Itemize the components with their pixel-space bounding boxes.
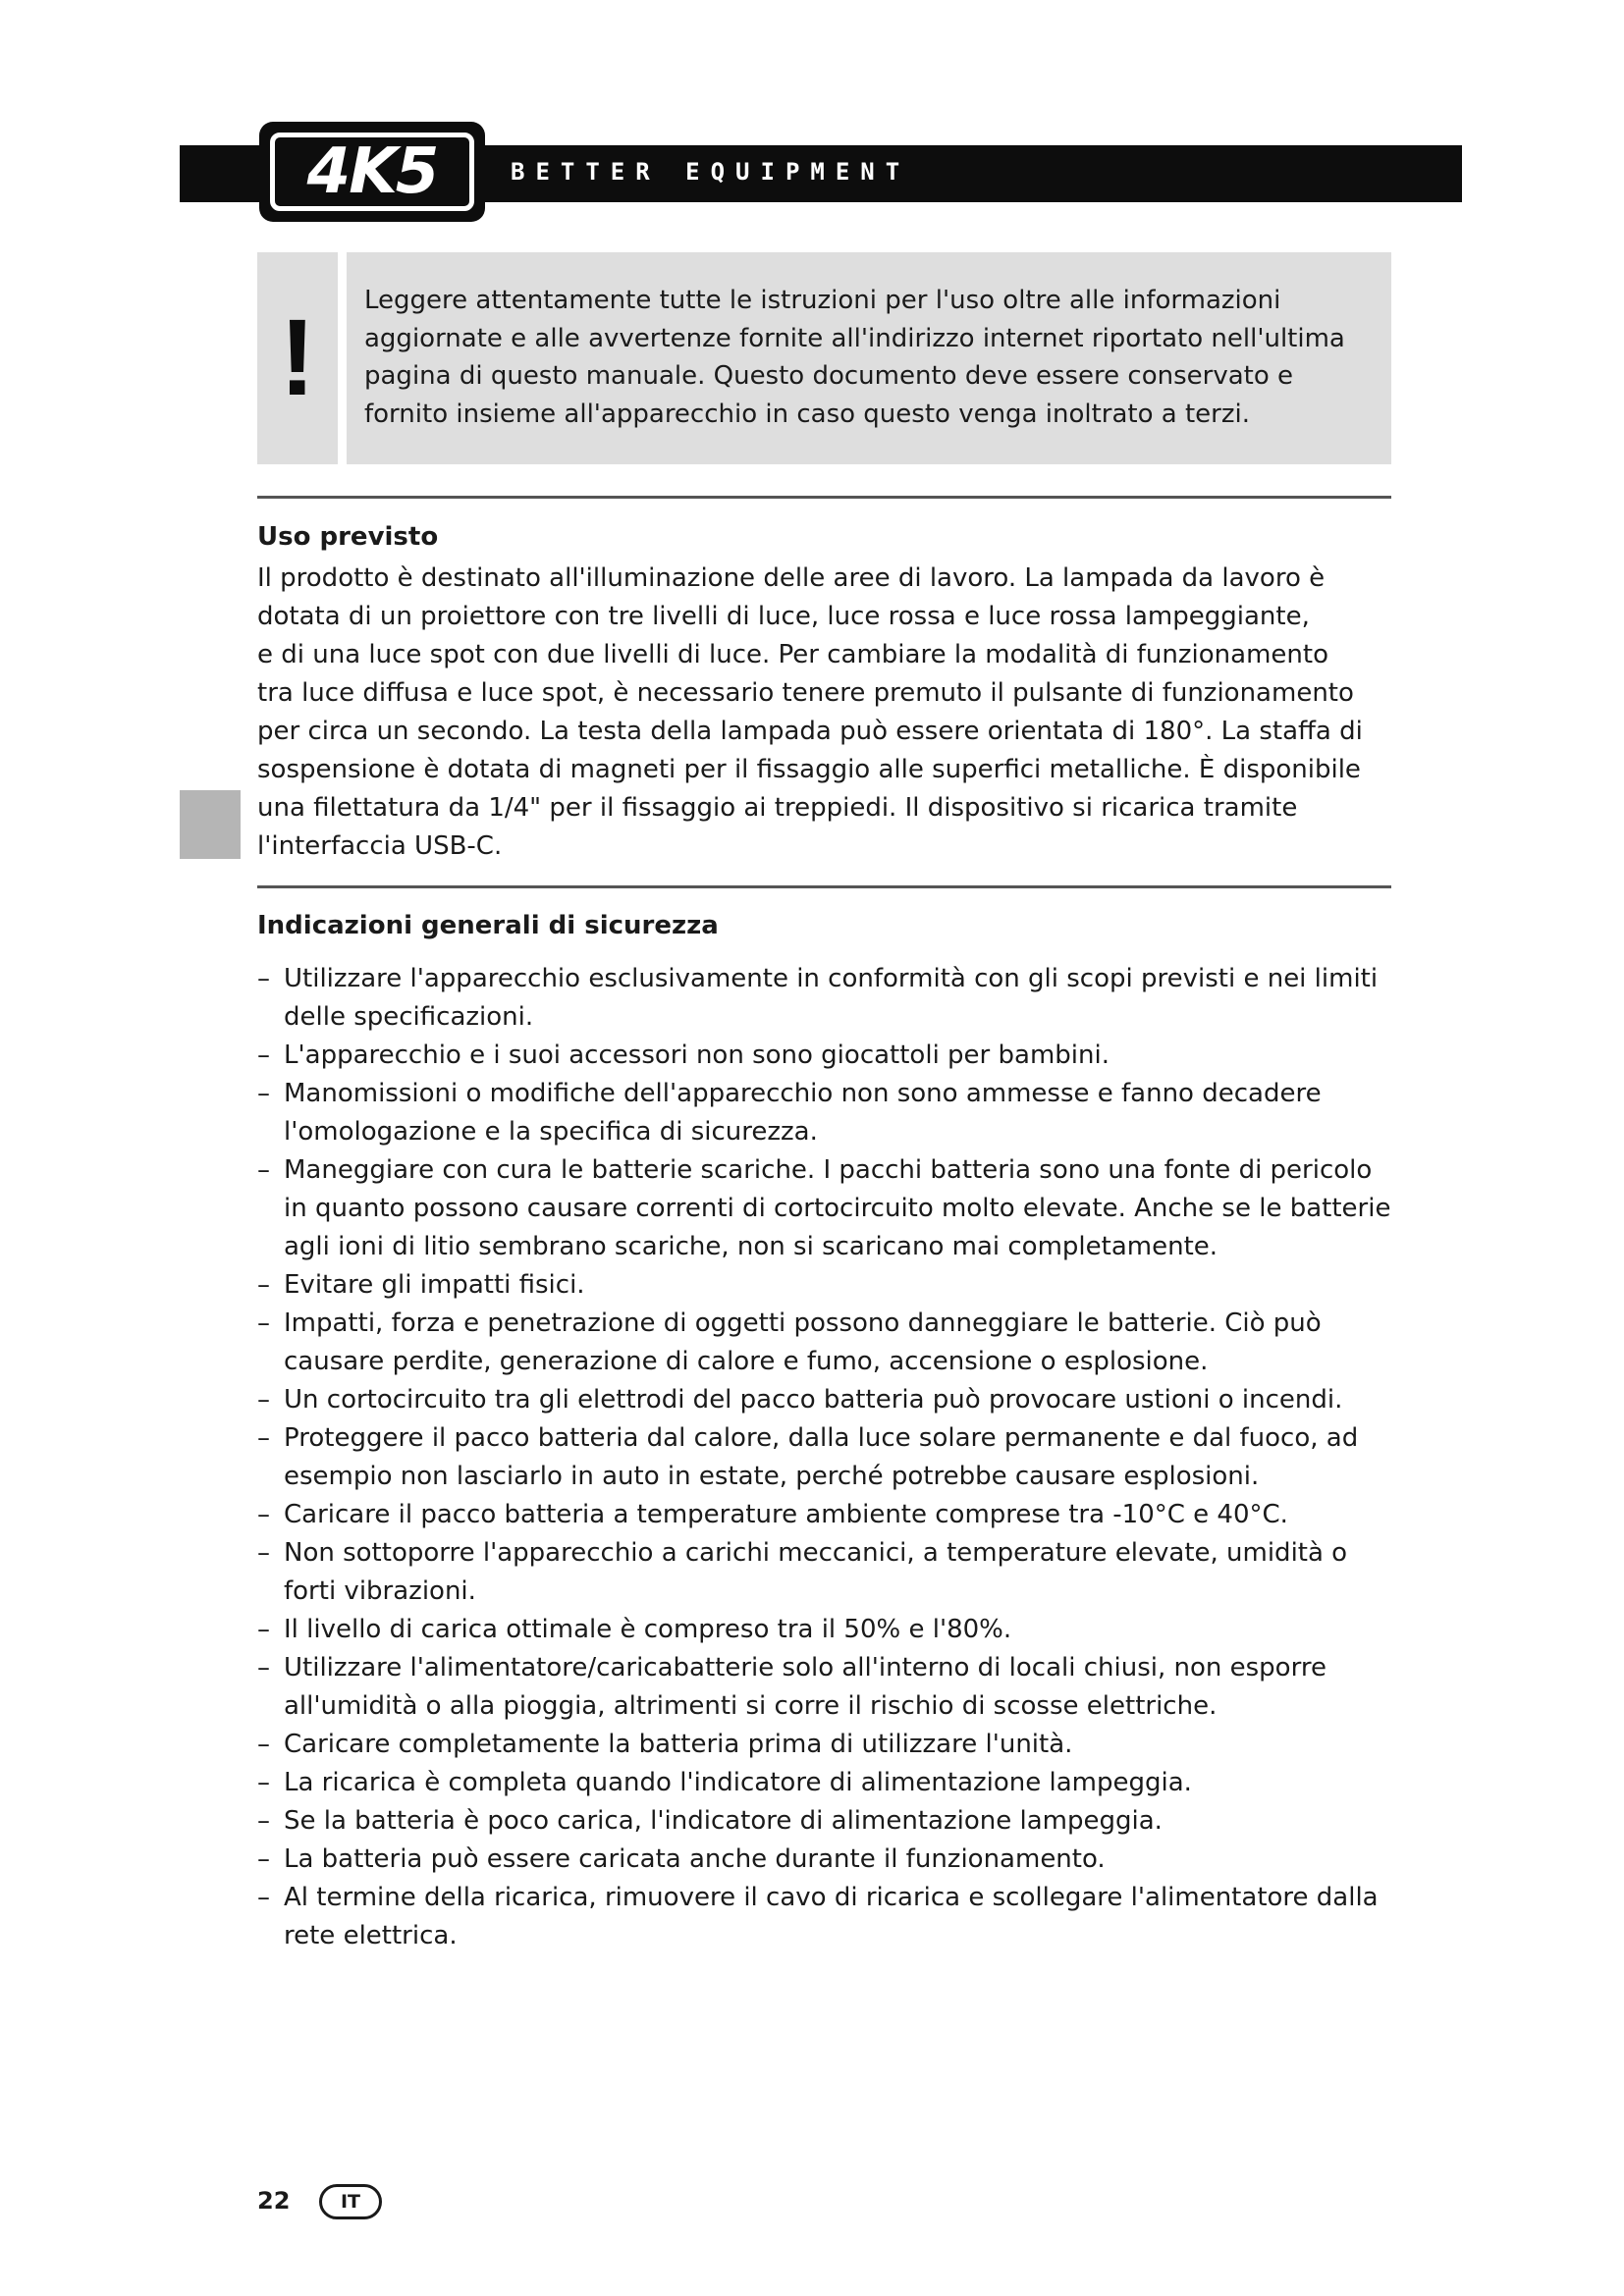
- intended-use-paragraph: [257, 560, 1396, 866]
- list-item: – Un cortocircuito tra gli elettrodi del pacco batteria può provocare ustioni o incendi.: [257, 1381, 1401, 1419]
- logo-text: 4K5: [306, 135, 438, 208]
- paragraph-line: sospensione è dotata di magneti per il fissaggio alle superfici metalliche. È disponibile: [257, 755, 1361, 784]
- paragraph-line: per circa un secondo. La testa della lampada può essere orientata di 180°. La staffa di: [257, 717, 1363, 746]
- page-number: 22: [257, 2187, 291, 2215]
- logo-frame: [270, 133, 474, 211]
- list-item: – Utilizzare l'alimentatore/caricabatterie solo all'interno di locali chiusi, non esporre all'umidità o alla pioggia, altrimenti si corre il rischio di scosse elettriche.: [257, 1649, 1401, 1726]
- warning-box-icon-panel: [257, 252, 338, 464]
- section-title-safety: Indicazioni generali di sicurezza: [257, 911, 719, 940]
- notice-text: Leggere attentamente tutte le istruzioni per l'uso oltre alle informazioni aggiornate e alle avvertenze fornite all'indirizzo internet riportato nell'ultima pagina di questo manuale. Questo documento deve essere conservato e fornito insieme all'apparecchio in caso questo venga inoltrato a terzi.: [364, 286, 1345, 429]
- section-title-intended-use: Uso previsto: [257, 522, 439, 552]
- paragraph-line: l'interfaccia USB-C.: [257, 831, 503, 861]
- brand-tagline: BETTER EQUIPMENT: [511, 158, 911, 186]
- section-divider: [257, 496, 1391, 499]
- list-item: – Caricare completamente la batteria prima di utilizzare l'unità.: [257, 1726, 1401, 1764]
- list-item: – Evitare gli impatti fisici.: [257, 1266, 1401, 1305]
- list-item: – L'apparecchio e i suoi accessori non sono giocattoli per bambini.: [257, 1037, 1401, 1075]
- list-item: – Caricare il pacco batteria a temperature ambiente comprese tra -10°C e 40°C.: [257, 1496, 1401, 1534]
- list-item: – La ricarica è completa quando l'indicatore di alimentazione lampeggia.: [257, 1764, 1401, 1802]
- list-item: – Utilizzare l'apparecchio esclusivamente in conformità con gli scopi previsti e nei limiti delle specificazioni.: [257, 960, 1401, 1037]
- list-item: – Se la batteria è poco carica, l'indicatore di alimentazione lampeggia.: [257, 1802, 1401, 1841]
- paragraph-line: dotata di un proiettore con tre livelli di luce, luce rossa e luce rossa lampeggiante,: [257, 602, 1310, 631]
- paragraph-line: tra luce diffusa e luce spot, è necessario tenere premuto il pulsante di funzionamento: [257, 678, 1354, 708]
- paragraph-line: una filettatura da 1/4" per il fissaggio ai treppiedi. Il dispositivo si ricarica tramite: [257, 793, 1298, 823]
- side-tab-marker: [180, 790, 241, 859]
- paragraph-line: e di una luce spot con due livelli di luce. Per cambiare la modalità di funzionamento: [257, 640, 1328, 669]
- language-code: IT: [340, 2191, 361, 2213]
- exclamation-icon: !: [279, 297, 316, 418]
- list-item: – Impatti, forza e penetrazione di oggetti possono danneggiare le batterie. Ciò può causare perdite, generazione di calore e fumo, accensione o esplosione.: [257, 1305, 1401, 1381]
- brand-logo: [259, 122, 485, 222]
- list-item: – Al termine della ricarica, rimuovere il cavo di ricarica e scollegare l'alimentatore dalla rete elettrica.: [257, 1879, 1401, 1955]
- list-item: – La batteria può essere caricata anche durante il funzionamento.: [257, 1841, 1401, 1879]
- warning-notice: [347, 252, 1391, 464]
- list-item: – Non sottoporre l'apparecchio a carichi meccanici, a temperature elevate, umidità o forti vibrazioni.: [257, 1534, 1401, 1611]
- list-item: – Manomissioni o modifiche dell'apparecchio non sono ammesse e fanno decadere l'omologazione e la specifica di sicurezza.: [257, 1075, 1401, 1151]
- language-badge: [319, 2184, 382, 2219]
- safety-list: [257, 960, 1401, 1955]
- section-divider: [257, 885, 1391, 888]
- paragraph-line: Il prodotto è destinato all'illuminazione delle aree di lavoro. La lampada da lavoro è: [257, 563, 1326, 593]
- list-item: – Maneggiare con cura le batterie scariche. I pacchi batteria sono una fonte di pericolo in quanto possono causare correnti di cortocircuito molto elevate. Anche se le batterie agli ioni di litio sembrano scariche, non si scaricano mai completamente.: [257, 1151, 1401, 1266]
- list-item: – Il livello di carica ottimale è compreso tra il 50% e l'80%.: [257, 1611, 1401, 1649]
- list-item: – Proteggere il pacco batteria dal calore, dalla luce solare permanente e dal fuoco, ad esempio non lasciarlo in auto in estate, perché potrebbe causare esplosioni.: [257, 1419, 1401, 1496]
